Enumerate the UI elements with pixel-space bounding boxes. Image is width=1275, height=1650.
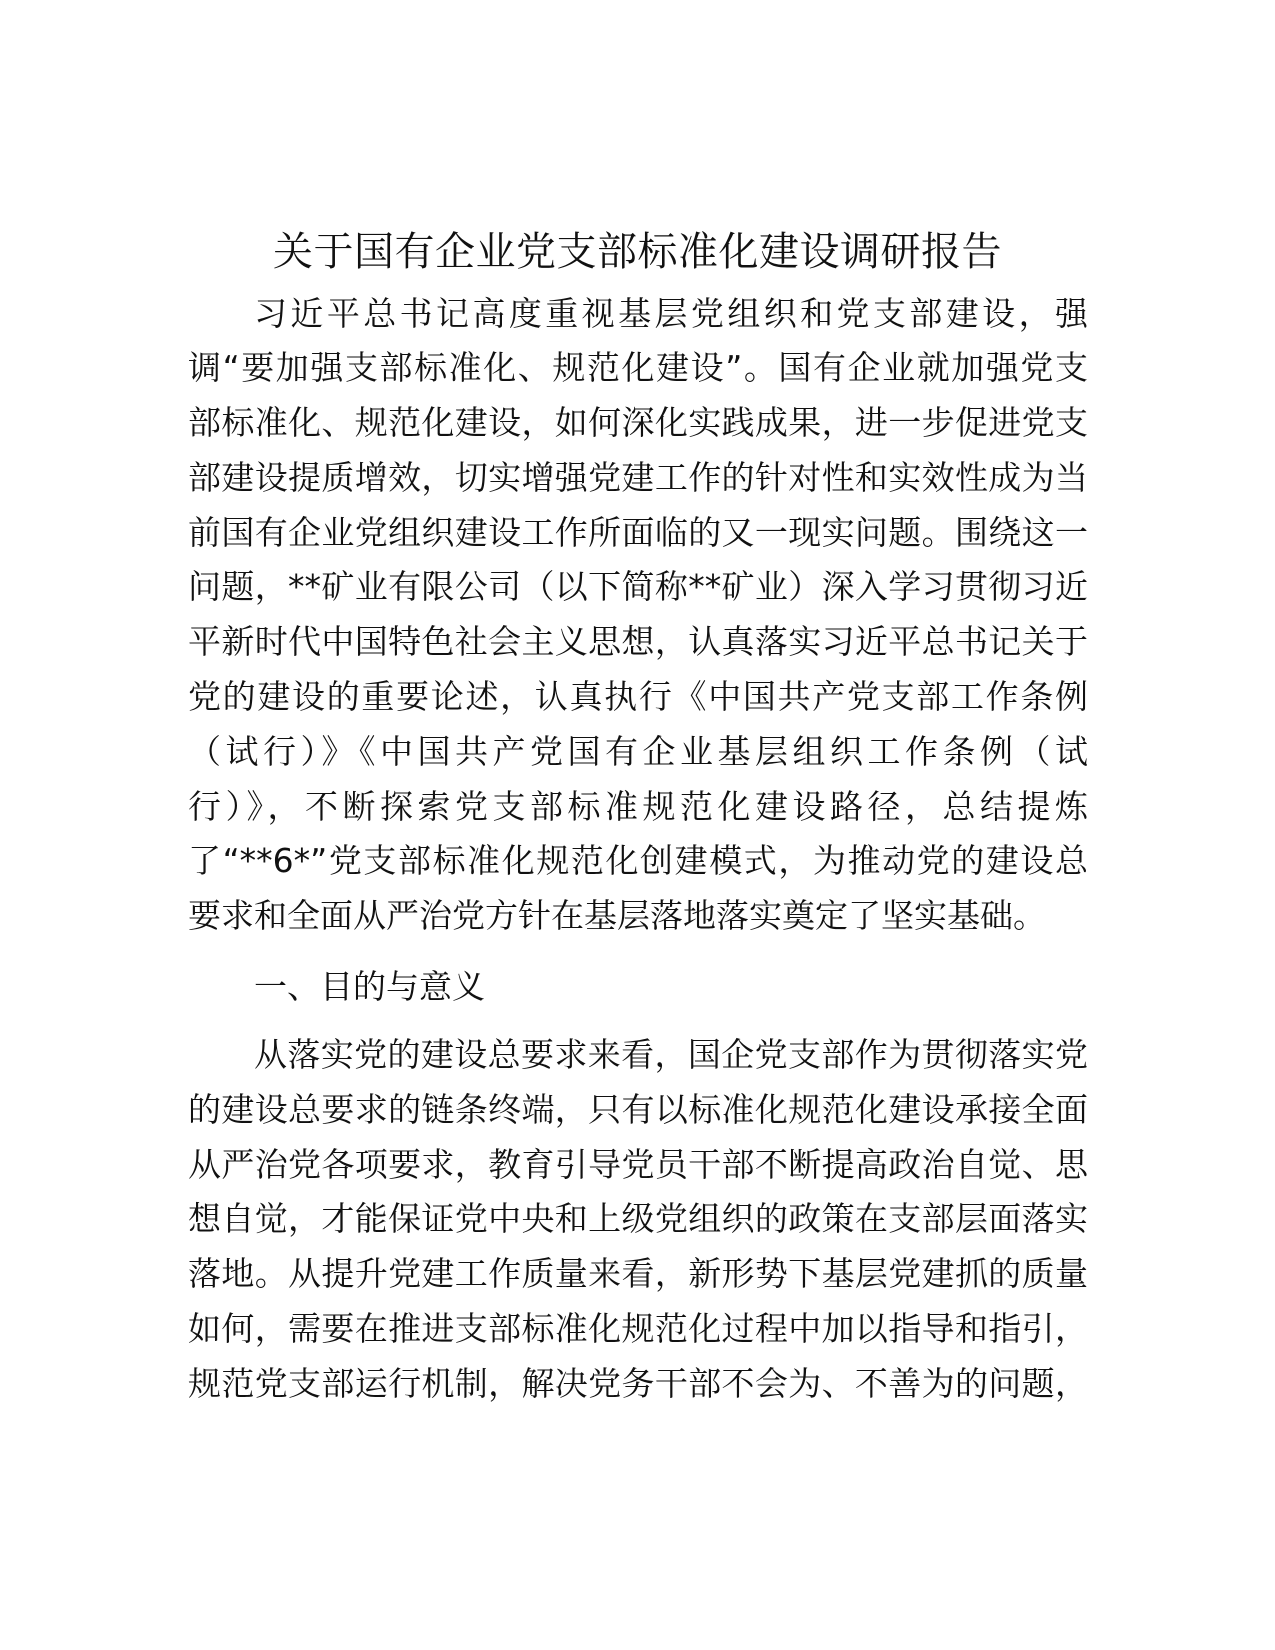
- text-line: 从落实党的建设总要求来看，国企党支部作为贯彻落实党: [254, 1035, 1088, 1074]
- text-line: 从严治党各项要求，教育引导党员干部不断提高政治自觉、思: [188, 1145, 1088, 1184]
- section-heading: 一、目的与意义: [254, 967, 485, 1006]
- text-line: 党的建设的重要论述，认真执行《中国共产党支部工作条例: [188, 677, 1088, 716]
- text-line: 调“要加强支部标准化、规范化建设”。国有企业就加强党支: [188, 348, 1088, 387]
- text-line: 习近平总书记高度重视基层党组织和党支部建设，强: [254, 294, 1088, 333]
- text-line: 想自觉，才能保证党中央和上级党组织的政策在支部层面落实: [188, 1199, 1088, 1238]
- text-line: 部标准化、规范化建设，如何深化实践成果，进一步促进党支: [188, 403, 1088, 442]
- document-title: 关于国有企业党支部标准化建设调研报告: [273, 229, 1002, 275]
- text-line: 行）》，不断探索党支部标准规范化建设路径，总结提炼: [188, 787, 1088, 826]
- text-line: 前国有企业党组织建设工作所面临的又一现实问题。围绕这一: [188, 513, 1088, 552]
- text-line: 如何，需要在推进支部标准化规范化过程中加以指导和指引，: [188, 1309, 1088, 1348]
- text-line: 部建设提质增效，切实增强党建工作的针对性和实效性成为当: [188, 458, 1088, 497]
- text-line: 落地。从提升党建工作质量来看，新形势下基层党建抓的质量: [188, 1254, 1088, 1293]
- text-line: 要求和全面从严治党方针在基层落地落实奠定了坚实基础。: [188, 896, 1046, 935]
- text-line: 了“**6*”党支部标准化规范化创建模式，为推动党的建设总: [188, 841, 1088, 880]
- text-line: 平新时代中国特色社会主义思想，认真落实习近平总书记关于: [188, 622, 1088, 661]
- text-line: 问题，**矿业有限公司（以下简称**矿业）深入学习贯彻习近: [188, 567, 1088, 606]
- text-line: 的建设总要求的链条终端，只有以标准化规范化建设承接全面: [188, 1090, 1088, 1129]
- text-line: 规范党支部运行机制，解决党务干部不会为、不善为的问题，: [188, 1364, 1088, 1403]
- text-line: （试行）》《中国共产党国有企业基层组织工作条例（试: [188, 732, 1088, 771]
